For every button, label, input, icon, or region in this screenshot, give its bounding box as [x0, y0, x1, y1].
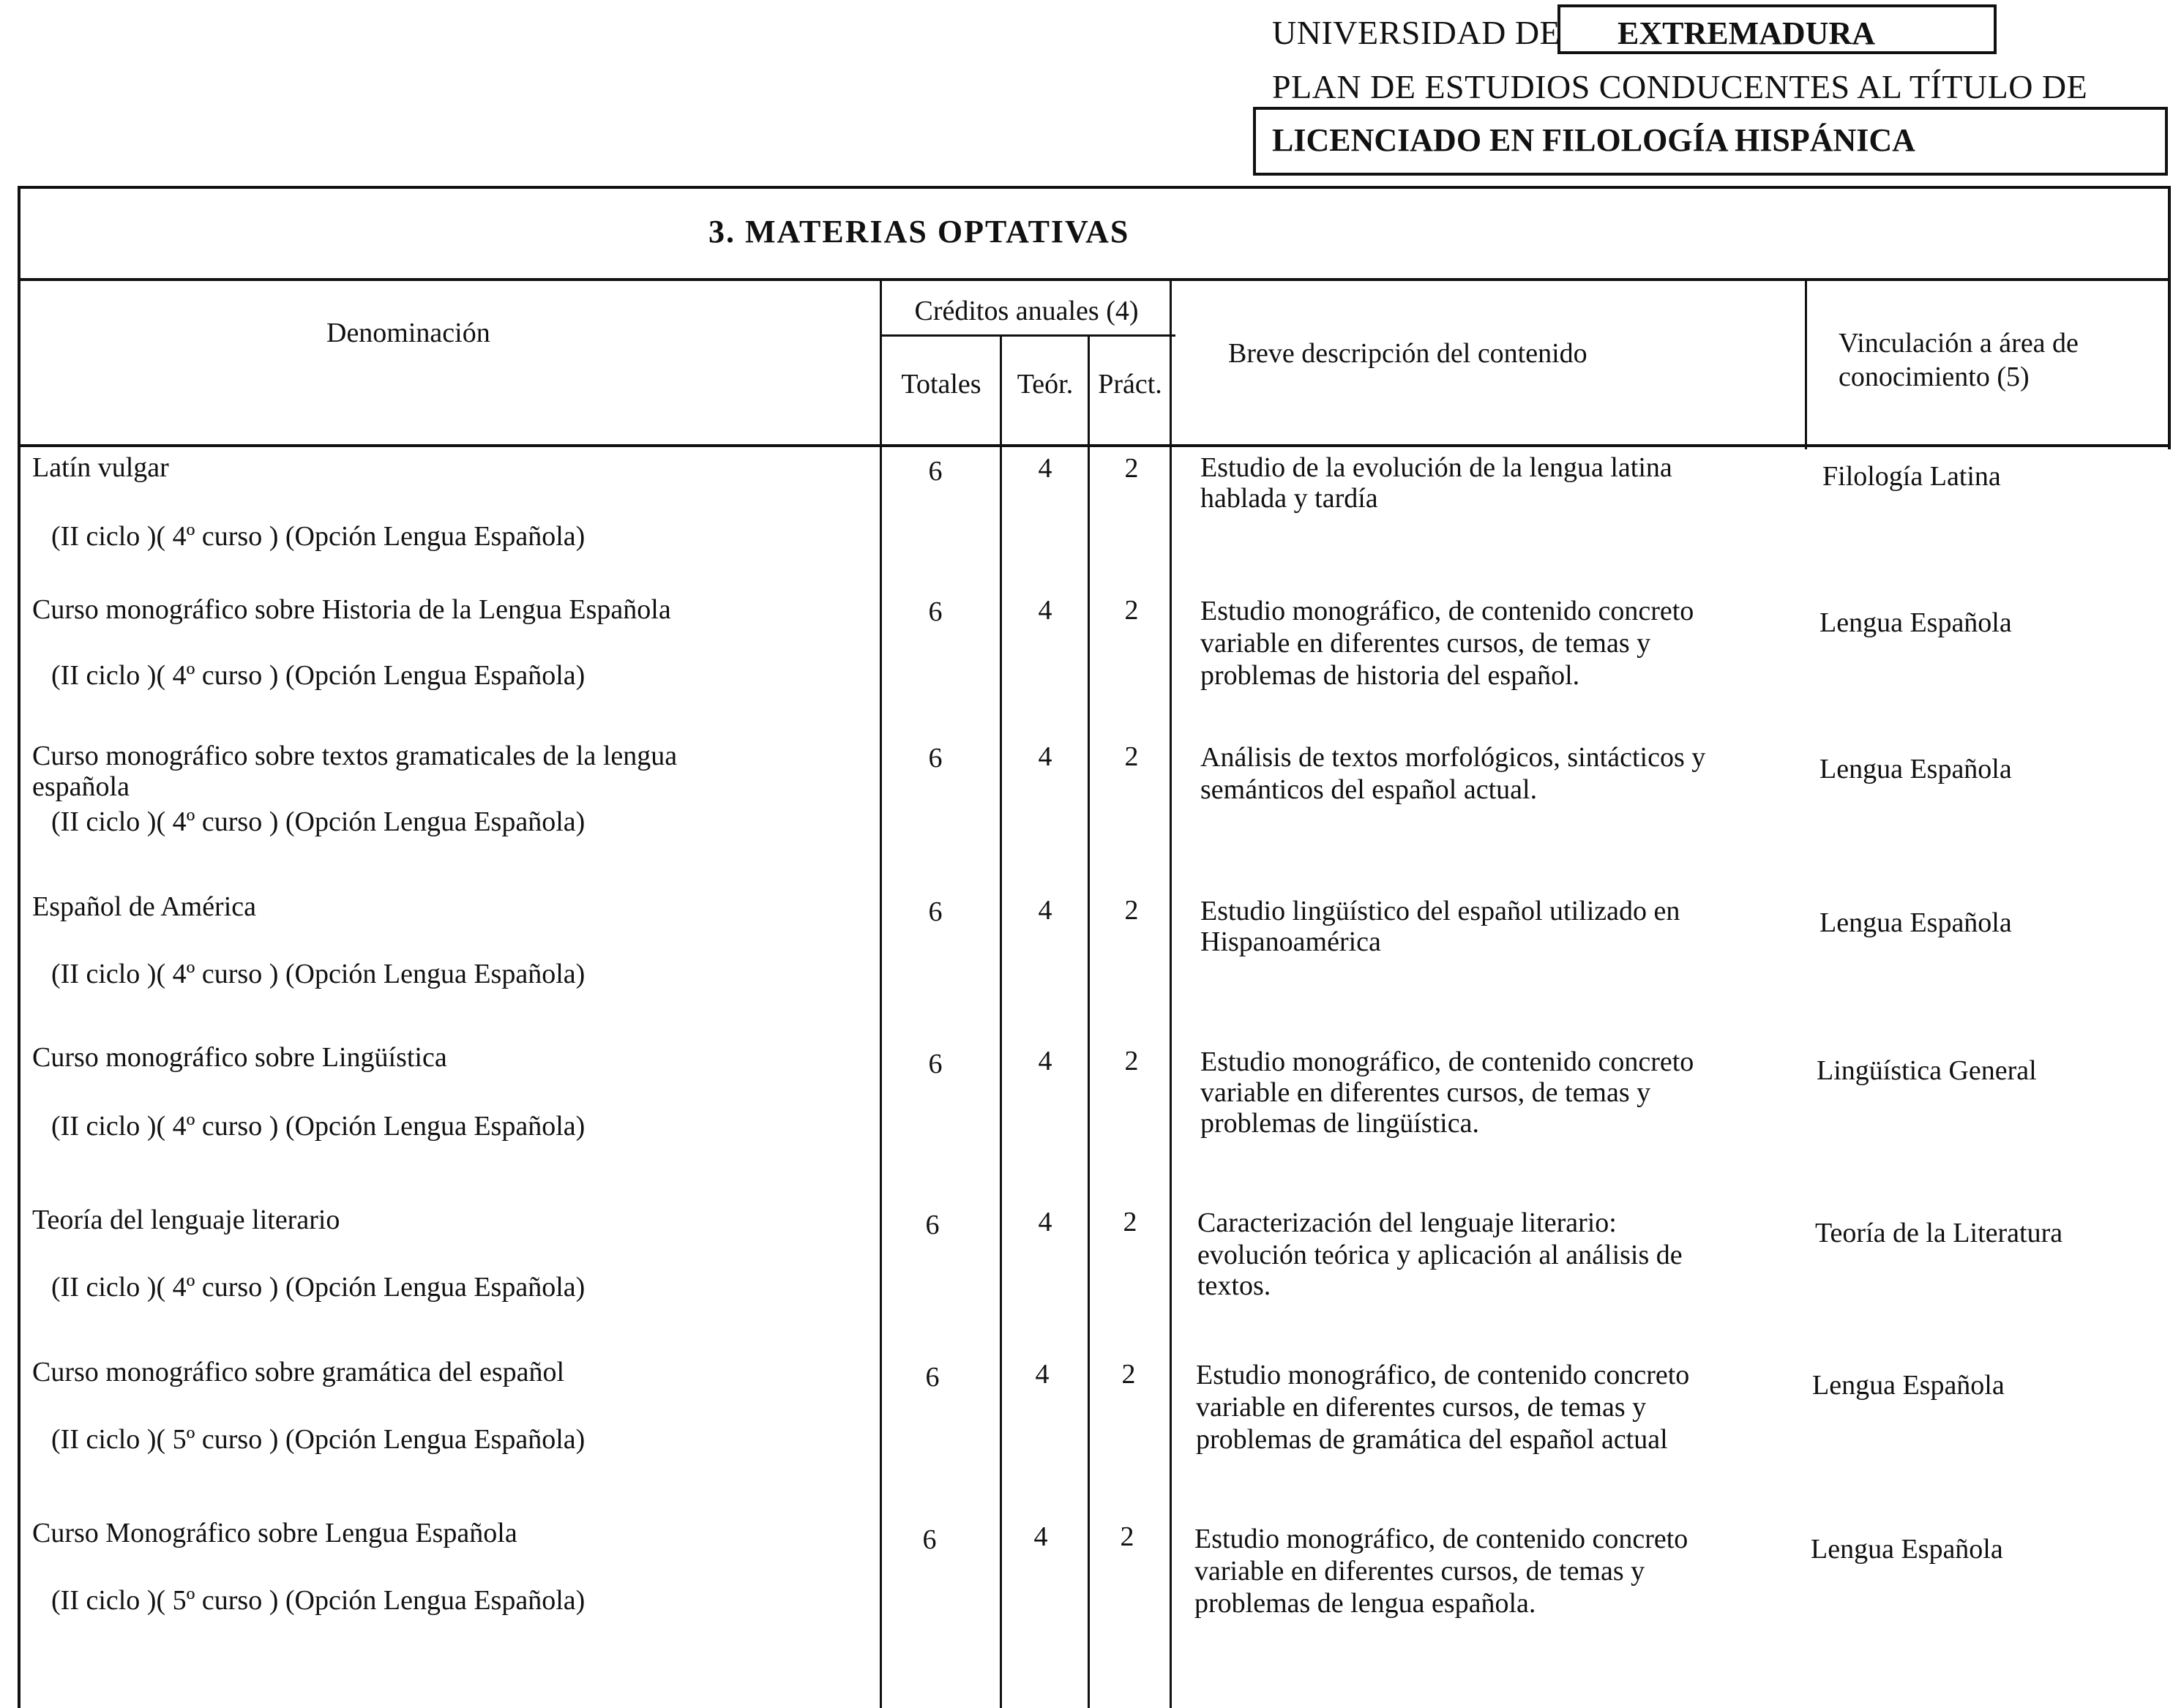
- row-area: Filología Latina: [1822, 461, 2001, 492]
- col-sep-totales: [1000, 335, 1002, 1708]
- header-vinculacion-line1: Vinculación a área de: [1839, 328, 2079, 359]
- row-teor: 4: [1038, 1207, 1052, 1237]
- row-ciclo: (II ciclo )( 4º curso ) (Opción Lengua Española): [51, 1111, 586, 1142]
- section-title: 3. MATERIAS OPTATIVAS: [708, 214, 1130, 250]
- header-descripcion: Breve descripción del contenido: [1228, 338, 1587, 369]
- row-area: Lengua Española: [1819, 907, 2012, 938]
- row-pract: 2: [1123, 1207, 1137, 1237]
- row-pract: 2: [1124, 895, 1139, 926]
- row-desc-line3: problemas de lingüística.: [1200, 1108, 1479, 1139]
- row-teor: 4: [1033, 1521, 1048, 1552]
- row-totales: 6: [928, 456, 943, 487]
- col-sep-denominacion: [880, 281, 882, 1708]
- row-desc-line2: variable en diferentes cursos, de temas y: [1200, 1077, 1651, 1108]
- row-totales: 6: [928, 1049, 943, 1079]
- row-desc-line2: semánticos del español actual.: [1200, 774, 1538, 805]
- row-totales: 6: [928, 743, 943, 774]
- row-area: Lengua Española: [1812, 1370, 2005, 1401]
- row-ciclo: (II ciclo )( 4º curso ) (Opción Lengua Española): [51, 959, 586, 989]
- header-vinculacion-line2: conocimiento (5): [1839, 362, 2030, 392]
- row-name: Curso monográfico sobre textos gramaticales de la lengua: [32, 741, 678, 771]
- row-pract: 2: [1120, 1521, 1134, 1552]
- row-name: Teoría del lenguaje literario: [32, 1205, 340, 1235]
- table-left-border: [18, 186, 20, 1708]
- row-teor: 4: [1035, 1359, 1050, 1390]
- row-totales: 6: [925, 1362, 940, 1393]
- row-teor: 4: [1038, 595, 1052, 626]
- row-totales: 6: [925, 1210, 940, 1240]
- university-name: EXTREMADURA: [1617, 15, 1875, 51]
- header-bottom-rule: [18, 444, 2171, 447]
- row-desc-line3: problemas de lengua española.: [1194, 1588, 1536, 1619]
- row-teor: 4: [1038, 895, 1052, 926]
- col-sep-teor: [1088, 335, 1090, 1708]
- row-desc-line3: problemas de gramática del español actual: [1196, 1424, 1668, 1455]
- col-sep-descripcion: [1805, 281, 1807, 449]
- row-pract: 2: [1124, 1046, 1139, 1076]
- table-right-border: [2168, 186, 2171, 449]
- row-pract: 2: [1121, 1359, 1136, 1390]
- row-desc-line3: problemas de historia del español.: [1200, 660, 1580, 691]
- row-desc-line2: evolución teórica y aplicación al análisis de: [1197, 1240, 1683, 1270]
- header-creditos: Créditos anuales (4): [914, 296, 1139, 326]
- university-label: UNIVERSIDAD DE: [1272, 14, 1561, 51]
- row-pract: 2: [1124, 453, 1139, 484]
- row-desc-line1: Estudio lingüístico del español utilizado en: [1200, 896, 1680, 926]
- row-ciclo: (II ciclo )( 4º curso ) (Opción Lengua Española): [51, 660, 586, 691]
- row-desc-line1: Estudio monográfico, de contenido concreto: [1194, 1524, 1688, 1554]
- col-sep-pract: [1170, 281, 1172, 1708]
- row-teor: 4: [1038, 1046, 1052, 1076]
- row-desc-line2: variable en diferentes cursos, de temas y: [1196, 1392, 1647, 1423]
- row-teor: 4: [1038, 453, 1052, 484]
- degree-title: LICENCIADO EN FILOLOGÍA HISPÁNICA: [1272, 122, 1915, 158]
- row-name: Curso monográfico sobre Historia de la Lengua Española: [32, 594, 671, 625]
- row-desc-line1: Análisis de textos morfológicos, sintácticos y: [1200, 742, 1706, 773]
- header-denominacion: Denominación: [326, 318, 490, 348]
- row-ciclo: (II ciclo )( 4º curso ) (Opción Lengua Española): [51, 806, 586, 837]
- row-name-line2: española: [32, 771, 130, 802]
- header-pract: Práct.: [1098, 369, 1162, 400]
- credits-subheader-rule: [881, 334, 1175, 337]
- row-totales: 6: [928, 896, 943, 927]
- row-name: Español de América: [32, 891, 257, 922]
- row-totales: 6: [922, 1524, 937, 1555]
- row-ciclo: (II ciclo )( 5º curso ) (Opción Lengua Española): [51, 1424, 586, 1455]
- row-desc-line2: variable en diferentes cursos, de temas y: [1194, 1556, 1645, 1587]
- row-pract: 2: [1124, 595, 1139, 626]
- row-desc-line2: hablada y tardía: [1200, 483, 1378, 514]
- row-ciclo: (II ciclo )( 4º curso ) (Opción Lengua Española): [51, 521, 586, 552]
- row-name: Latín vulgar: [32, 452, 169, 483]
- row-name: Curso monográfico sobre gramática del español: [32, 1357, 565, 1387]
- row-desc-line1: Estudio monográfico, de contenido concreto: [1200, 596, 1694, 626]
- row-ciclo: (II ciclo )( 5º curso ) (Opción Lengua Española): [51, 1585, 586, 1616]
- row-area: Lengua Española: [1811, 1534, 2003, 1565]
- row-desc-line2: variable en diferentes cursos, de temas y: [1200, 628, 1651, 659]
- header-totales: Totales: [901, 369, 981, 400]
- header-teor: Teór.: [1017, 369, 1074, 400]
- row-desc-line1: Estudio de la evolución de la lengua latina: [1200, 452, 1672, 483]
- row-pract: 2: [1124, 741, 1139, 772]
- row-totales: 6: [928, 596, 943, 627]
- row-teor: 4: [1038, 741, 1052, 772]
- row-name: Curso monográfico sobre Lingüística: [32, 1042, 447, 1073]
- row-area: Teoría de la Literatura: [1815, 1218, 2063, 1248]
- row-desc-line1: Estudio monográfico, de contenido concreto: [1196, 1360, 1690, 1390]
- row-desc-line1: Caracterización del lenguaje literario:: [1197, 1207, 1617, 1238]
- plan-label: PLAN DE ESTUDIOS CONDUCENTES AL TÍTULO DE: [1272, 68, 2088, 105]
- row-name: Curso Monográfico sobre Lengua Española: [32, 1518, 517, 1548]
- row-area: Lengua Española: [1819, 754, 2012, 784]
- row-desc-line2: Hispanoamérica: [1200, 926, 1381, 957]
- row-ciclo: (II ciclo )( 4º curso ) (Opción Lengua Española): [51, 1272, 586, 1303]
- row-desc-line3: textos.: [1197, 1270, 1271, 1301]
- row-desc-line1: Estudio monográfico, de contenido concreto: [1200, 1046, 1694, 1077]
- row-area: Lingüística General: [1817, 1055, 2037, 1086]
- row-area: Lengua Española: [1819, 607, 2012, 638]
